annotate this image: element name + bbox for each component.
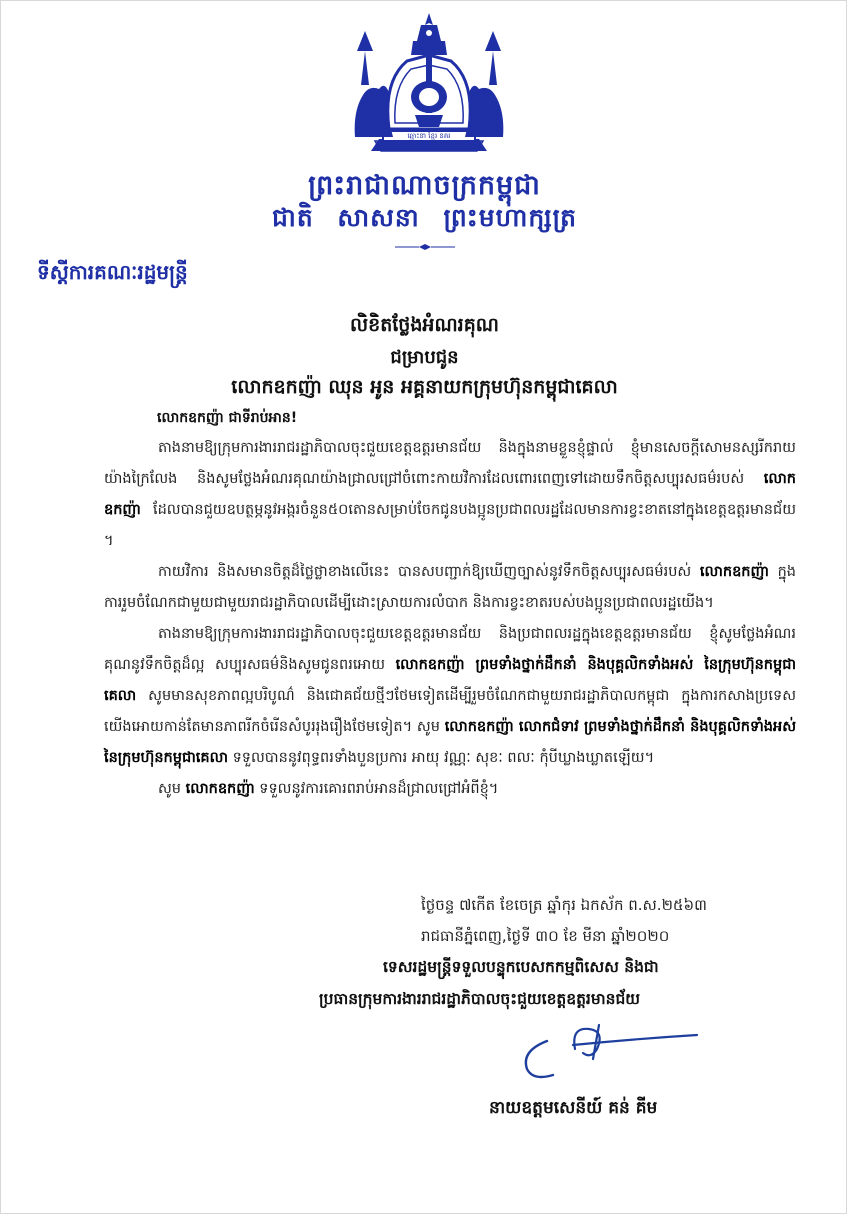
text-segment: កាយវិការ និងសមានចិត្តដ៏ថ្លៃថ្លាខាងលើនេះ បានសបញ្ជាក់ឱ្យឃើញច្បាស់នូវទឹកចិត្តសប្បុរសធម៌របស់ — [158, 564, 700, 580]
paragraph — [104, 433, 796, 557]
signer-name: នាយឧត្តមសេនីយ៍ គន់ គីម — [489, 1098, 658, 1118]
signer-title-line-1: ទេសរដ្ឋមន្ត្រីទទួលបន្ទុកបេសកកម្មពិសេស និងជា — [383, 958, 659, 976]
text-segment-bold: លោកឧកញ៉ា ព្រមទាំងថ្នាក់ដឹកនាំ និងបុគ្គលិកទាំងអស់ នៃក្រុមហ៊ុនកម្ពុជាគេលា — [104, 657, 797, 704]
lunar-date: ថ្ងៃចន្ទ ៧កើត ខែចេត្រ ឆ្នាំកុរ ឯកស័ក ព.ស.២៥៦៣ — [421, 896, 707, 914]
letter-title: លិខិតថ្លែងអំណរគុណ — [350, 314, 499, 336]
handwritten-signature — [513, 1019, 703, 1083]
text-segment: ក្នុងការរួមចំណែកជាមួយជាមួយរាជរដ្ឋាភិបាលដើម្បីដោះស្រាយការលំបាក និងការខ្វះខាតរបស់បងប្អូនប្រជាពលរដ្ឋយើង។ — [104, 564, 796, 611]
signer-title-line-2: ប្រធានក្រុមការងាររាជរដ្ឋាភិបាលចុះជួយខេត្តឧត្តរមានជ័យ — [319, 990, 641, 1008]
kingdom-name: ព្រះរាជាណាចក្រកម្ពុជា — [308, 170, 541, 201]
paragraph — [104, 774, 796, 805]
signature-icon — [513, 1019, 703, 1083]
text-segment: សូមមានសុខភាពល្អបរិបូណ៌ និងជោគជ័យថ្មីៗថែមទៀតដើម្បីរួមចំណែកជាមួយរាជរដ្ឋាភិបាលកម្ពុជា ក្នុងការកសាងប្រទេសយើងអោយកាន់តែមានភាពរីកចំរើនសំបូររុងរឿងថែមទៀត។ សូម — [104, 688, 796, 735]
text-segment: ទទួលបាននូវពុទ្ធពរទាំងបួនប្រការ អាយុ វណ្ណៈ សុខៈ ពលៈ កុំបីឃ្លាងឃ្លាតឡើយ។ — [227, 750, 655, 766]
divider-ornament — [395, 244, 455, 250]
emblem-banner-text: ឆ្មោះនា ខ្មែរ នគរ — [407, 132, 451, 140]
letter-addressed-label: ជម្រាបជូន — [390, 347, 459, 368]
office-name: ទីស្តីការគណៈរដ្ឋមន្ត្រី — [37, 260, 188, 284]
text-segment: តាងនាមឱ្យក្រុមការងាររាជរដ្ឋាភិបាលចុះជួយខេត្តឧត្តរមានជ័យ និងក្នុងនាមខ្លួនខ្ញុំផ្ទាល់ ខ្ញុំមានសេចក្តីសោមនស្សរីករាយយ៉ាងក្រៃលែង និងសូមថ្លែងអំណរគុណយ៉ាងជ្រាលជ្រៅចំពោះកាយវិការដែលពោរពេញទៅដោយទឹកចិត្តសប្បុរសធម៌របស់ — [104, 440, 796, 487]
text-segment-bold: លោកឧកញ៉ា — [185, 781, 255, 797]
letter-body — [104, 433, 796, 805]
text-segment: ដែលបានជួយឧបត្ថម្ភនូវអង្ករចំនួន៥០តោនសម្រាប់ចែកជូនបងប្អូនប្រជាពលរដ្ឋដែលមានការខ្វះខាតនៅក្នុងខេត្តឧត្តរមានជ័យ ។ — [104, 502, 796, 549]
royal-arms-emblem — [349, 11, 509, 163]
text-segment: ទទួលនូវការគោរពរាប់អានដ៏ជ្រាលជ្រៅអំពីខ្ញុំ។ — [254, 781, 499, 797]
text-segment-bold: លោកឧកញ៉ា លោកជំទាវ ព្រមទាំងថ្នាក់ដឹកនាំ និងបុគ្គលិកទាំងអស់ នៃក្រុមហ៊ុនកម្ពុជាគេលា — [104, 719, 796, 766]
national-motto: ជាតិ សាសនា ព្រះមហាក្សត្រ — [272, 203, 577, 232]
text-segment: តាងនាមឱ្យក្រុមការងាររាជរដ្ឋាភិបាលចុះជួយខេត្តឧត្តរមានជ័យ និងប្រជាពលរដ្ឋក្នុងខេត្តឧត្តរមានជ័យ ខ្ញុំសូមថ្លែងអំណរគុណនូវទឹកចិត្តដ៏ល្អ សប្បុរសធម៌និងសូមជូនពរអោយ — [104, 626, 796, 673]
paragraph — [104, 619, 796, 774]
text-segment-bold: លោកឧកញ៉ា — [699, 564, 769, 580]
paragraph — [104, 557, 796, 619]
letter-recipient: លោកឧកញ៉ា ឈុន អូន អគ្គនាយកក្រុមហ៊ុនកម្ពុជាគេលា — [231, 376, 618, 398]
text-segment-bold: លោកឧកញ៉ា — [104, 471, 796, 518]
place-and-date: រាជធានីភ្នំពេញ,ថ្ងៃទី ៣០ ខែ មីនា ឆ្នាំ២០២០ — [421, 927, 670, 945]
text-segment: សូម — [158, 781, 186, 797]
salutation: លោកឧកញ៉ា ជាទីរាប់អាន! — [157, 410, 298, 426]
